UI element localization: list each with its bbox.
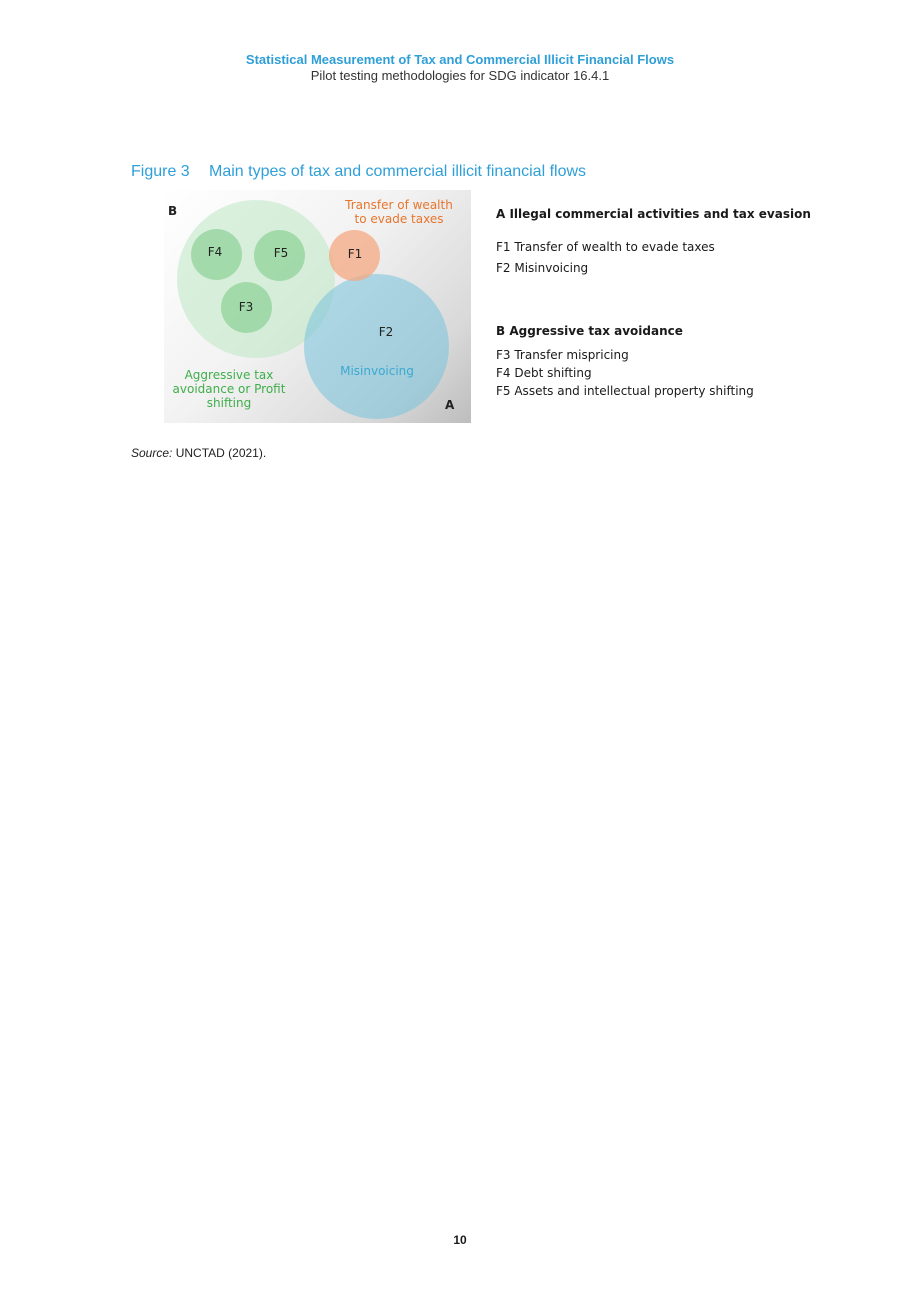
legend-item-f1: F1 Transfer of wealth to evade taxes — [496, 240, 715, 254]
page-number: 10 — [453, 1233, 467, 1247]
circle-illegal-commercial-activities — [304, 274, 449, 419]
aggressive-label-line-1: Aggressive tax — [184, 368, 274, 382]
figure-legend — [496, 206, 816, 400]
venn-diagram — [164, 190, 471, 423]
node-label-f3: F3 — [238, 300, 254, 314]
transfer-label-line-1: Transfer of wealth — [345, 198, 453, 212]
aggressive-label-line-3: shifting — [206, 396, 252, 410]
figure-title: Main types of tax and commercial illicit financial flows — [209, 163, 587, 180]
source-text: UNCTAD (2021). — [175, 446, 267, 460]
transfer-of-wealth-label — [345, 198, 453, 226]
misinvoicing-label: Misinvoicing — [340, 364, 414, 378]
legend-item-f2: F2 Misinvoicing — [496, 261, 589, 275]
legend-item-f5: F5 Assets and intellectual property shifting — [496, 384, 754, 398]
aggressive-label-line-2: avoidance or Profit — [172, 382, 286, 396]
figure-caption — [131, 163, 586, 181]
running-header — [0, 52, 920, 84]
aggressive-tax-avoidance-label — [173, 368, 286, 410]
legend-item-f4: F4 Debt shifting — [496, 366, 592, 380]
node-label-f5: F5 — [273, 246, 289, 260]
figure-number: Figure 3 — [131, 163, 190, 180]
document-title: Statistical Measurement of Tax and Commercial Illicit Financial Flows — [245, 52, 675, 67]
legend-heading-b: B Aggressive tax avoidance — [496, 324, 683, 338]
document-subtitle: Pilot testing methodologies for SDG indicator 16.4.1 — [310, 68, 610, 83]
group-label-a: A — [445, 398, 455, 412]
node-label-f2: F2 — [378, 325, 394, 339]
legend-item-f3: F3 Transfer mispricing — [496, 348, 629, 362]
node-label-f4: F4 — [207, 245, 223, 259]
legend-heading-a: A Illegal commercial activities and tax evasion — [496, 207, 811, 221]
node-label-f1: F1 — [347, 247, 363, 261]
transfer-label-line-2: to evade taxes — [354, 212, 444, 226]
source-label: Source: — [131, 446, 173, 460]
figure-source — [131, 446, 266, 460]
group-label-b: B — [168, 204, 178, 218]
